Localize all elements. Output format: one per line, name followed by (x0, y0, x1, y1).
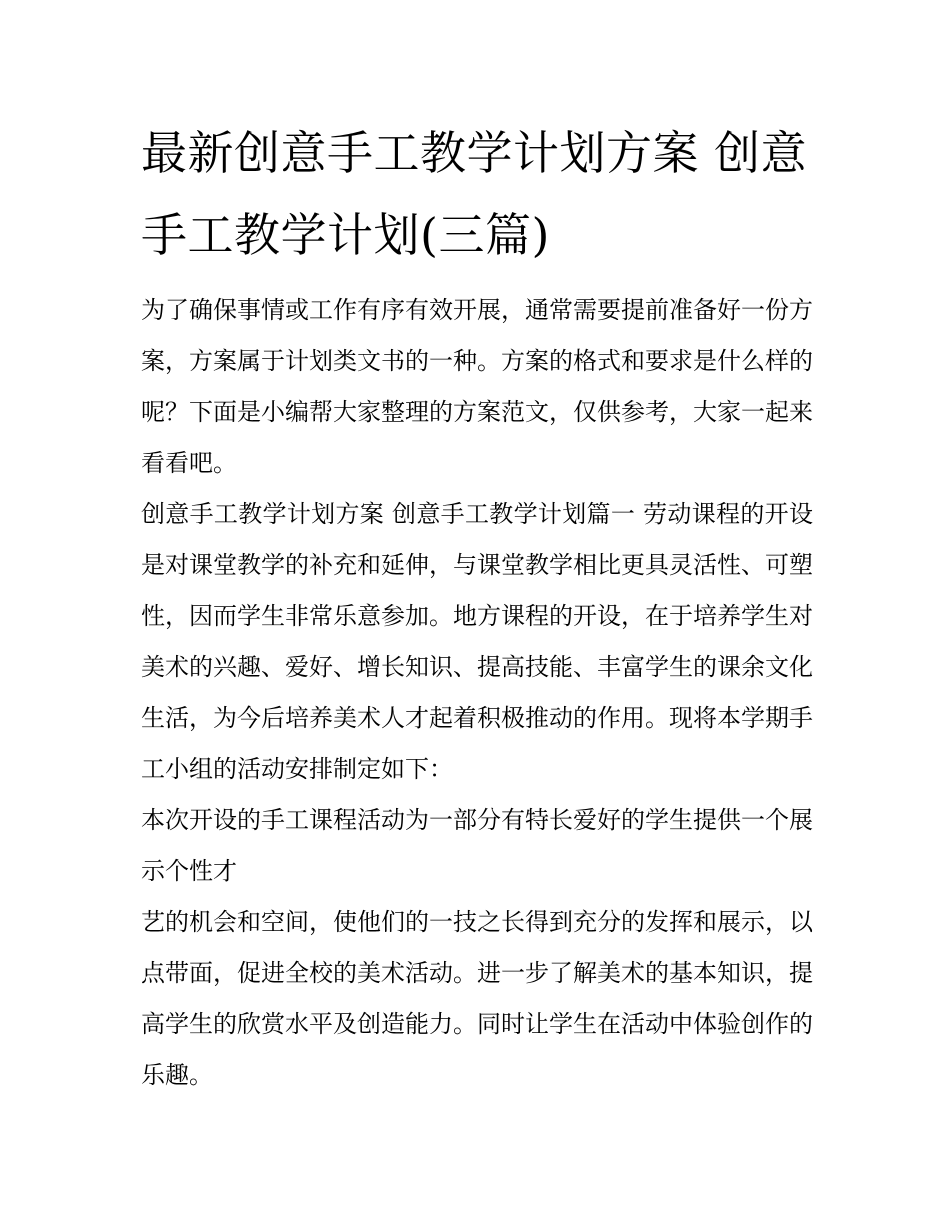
document-page (141, 112, 813, 1101)
body-paragraph-1: 创意手工教学计划方案 创意手工教学计划篇一 劳动课程的开设是对课堂教学的补充和延伸，与课堂教学相比更具灵活性、可塑性，因而学生非常乐意参加。地方课程的开设，在于培养学生对美术的兴趣、爱好、增长知识、提高技能、丰富学生的课余文化生活，为今后培养美术人才起着积极推动的作用。现将本学期手工小组的活动安排制定如下： (141, 500, 813, 783)
document-title: 最新创意手工教学计划方案 创意手工教学计划(三篇) (141, 126, 808, 262)
body-paragraph-3: 艺的机会和空间，使他们的一技之长得到充分的发挥和展示，以点带面，促进全校的美术活动。进一步了解美术的基本知识，提高学生的欣赏水平及创造能力。同时让学生在活动中体验创作的乐趣。 (141, 908, 813, 1089)
body-paragraph-2: 本次开设的手工课程活动为一部分有特长爱好的学生提供一个展示个性才 (141, 806, 813, 885)
intro-paragraph: 为了确保事情或工作有序有效开展，通常需要提前准备好一份方案，方案属于计划类文书的一种。方案的格式和要求是什么样的呢？下面是小编帮大家整理的方案范文，仅供参考，大家一起来看看吧。 (141, 296, 813, 477)
